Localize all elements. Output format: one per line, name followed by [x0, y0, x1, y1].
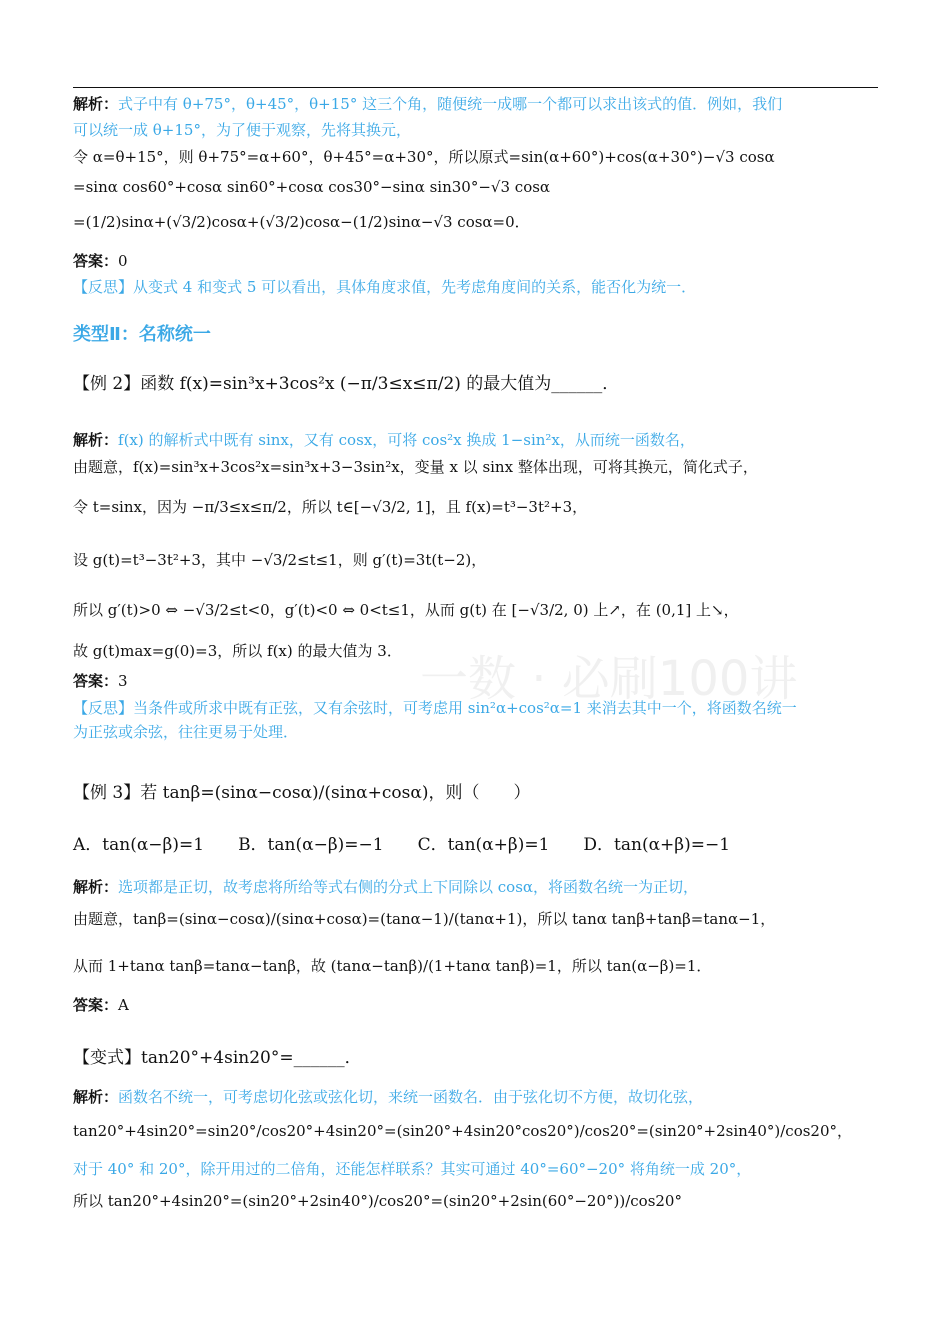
line-text: 为正弦或余弦，往往更易于处理．	[73, 723, 299, 741]
line-label: 解析：	[73, 95, 119, 113]
watermark: 一数 · 必刷100讲	[420, 651, 798, 707]
text-line	[73, 276, 880, 298]
text-line	[73, 834, 880, 856]
line-text: tan20°+4sin20°=sin20°/cos20°+4sin20°=(sin20°+4sin20°cos20°)/cos20°=(sin20°+2sin40°)/cos20°，	[73, 1122, 853, 1140]
line-text: f(x) 的解析式中既有 sinx，又有 cosx，可将 cos²x 换成 1−sin²x，从而统一函数名，	[118, 431, 695, 449]
text-line	[73, 549, 880, 571]
line-text: 所以 g′(t)>0 ⇔ −√3/2≤t<0，g′(t)<0 ⇔ 0<t≤1，从而 g(t) 在 [−√3/2, 0) 上↗，在 (0,1] 上↘，	[73, 601, 739, 619]
line-text: 所以 tan20°+4sin20°=(sin20°+2sin40°)/cos20°=(sin20°+2sin(60°−20°))/cos20°	[73, 1192, 682, 1210]
text-line	[73, 93, 880, 115]
line-text: 可以统一成 θ+15°，为了便于观察，先将其换元，	[73, 121, 411, 139]
line-text: 3	[118, 672, 128, 690]
text-line	[73, 721, 880, 743]
text-line	[73, 640, 880, 662]
text-line	[73, 324, 880, 346]
text-line	[73, 456, 880, 478]
line-text: 对于 40° 和 20°，除开用过的二倍角，还能怎样联系？其实可通过 40°=60°−20° 将角统一成 20°，	[73, 1160, 752, 1178]
text-line	[73, 211, 880, 233]
line-text: A	[118, 996, 129, 1014]
text-line	[73, 994, 880, 1016]
line-text: 故 g(t)max=g(0)=3，所以 f(x) 的最大值为 3．	[73, 642, 402, 660]
top-rule	[73, 87, 878, 88]
text-line	[73, 176, 880, 198]
line-label: 解析：	[73, 1088, 119, 1106]
text-line	[73, 876, 880, 898]
text-line	[73, 250, 880, 272]
text-line	[73, 119, 880, 141]
text-line	[73, 373, 880, 395]
line-text: =(1/2)sinα+(√3/2)cosα+(√3/2)cosα−(1/2)sinα−√3 cosα=0．	[73, 213, 530, 231]
line-text: 【例 2】函数 f(x)=sin³x+3cos²x (−π/3≤x≤π/2) 的最大值为______．	[73, 374, 620, 394]
text-line	[73, 697, 880, 719]
text-line	[73, 908, 880, 930]
line-text: 【变式】tan20°+4sin20°=______．	[73, 1048, 362, 1068]
line-text: 令 t=sinx，因为 −π/3≤x≤π/2，所以 t∈[−√3/2, 1]，且 f(x)=t³−3t²+3，	[73, 498, 588, 516]
text-line	[73, 496, 880, 518]
line-label: 答案：	[73, 252, 119, 270]
line-text: 【反思】从变式 4 和变式 5 可以看出，具体角度求值，先考虑角度间的关系，能否化为统一．	[73, 278, 697, 296]
text-line	[73, 599, 880, 621]
line-label: 解析：	[73, 431, 119, 449]
text-line	[73, 1086, 880, 1108]
line-text: 【例 3】若 tanβ=(sinα−cosα)/(sinα+cosα)，则（ ）	[73, 783, 531, 803]
line-text: A．tan(α−β)=1 B．tan(α−β)=−1 C．tan(α+β)=1 D．tan(α+β)=−1	[73, 835, 731, 855]
line-text: 式子中有 θ+75°，θ+45°，θ+15° 这三个角，随便统一成哪一个都可以求出该式的值．例如，我们	[118, 95, 783, 113]
line-label: 解析：	[73, 878, 119, 896]
line-text: 【反思】当条件或所求中既有正弦，又有余弦时，可考虑用 sin²α+cos²α=1 来消去其中一个，将函数名统一	[73, 699, 797, 717]
text-line	[73, 429, 880, 451]
line-text: 0	[118, 252, 128, 270]
line-text: 选项都是正切，故考虑将所给等式右侧的分式上下同除以 cosα，将函数名统一为正切，	[118, 878, 699, 896]
text-line	[73, 146, 880, 168]
text-line	[73, 1158, 880, 1180]
line-text: 由题意，tanβ=(sinα−cosα)/(sinα+cosα)=(tanα−1)/(tanα+1)，所以 tanα tanβ+tanβ=tanα−1，	[73, 910, 776, 928]
text-line	[73, 670, 880, 692]
line-text: 从而 1+tanα tanβ=tanα−tanβ，故 (tanα−tanβ)/(1+tanα tanβ)=1，所以 tan(α−β)=1．	[73, 957, 712, 975]
line-text: 函数名不统一，可考虑切化弦或弦化切，来统一函数名．由于弦化切不方便，故切化弦，	[118, 1088, 704, 1106]
text-line	[73, 1120, 880, 1142]
line-text: 由题意，f(x)=sin³x+3cos²x=sin³x+3−3sin²x，变量 x 以 sinx 整体出现，可将其换元，简化式子，	[73, 458, 758, 476]
text-line	[73, 782, 880, 804]
line-text: =sinα cos60°+cosα sin60°+cosα cos30°−sinα sin30°−√3 cosα	[73, 178, 551, 196]
line-text: 设 g(t)=t³−3t²+3，其中 −√3/2≤t≤1，则 g′(t)=3t(t−2)，	[73, 551, 487, 569]
line-text: 令 α=θ+15°，则 θ+75°=α+60°，θ+45°=α+30°，所以原式=sin(α+60°)+cos(α+30°)−√3 cosα	[73, 148, 775, 166]
line-label: 答案：	[73, 996, 119, 1014]
text-line	[73, 1047, 880, 1069]
text-line	[73, 1190, 880, 1212]
text-line	[73, 955, 880, 977]
line-label: 答案：	[73, 672, 119, 690]
line-text: 类型Ⅱ：名称统一	[73, 324, 211, 345]
